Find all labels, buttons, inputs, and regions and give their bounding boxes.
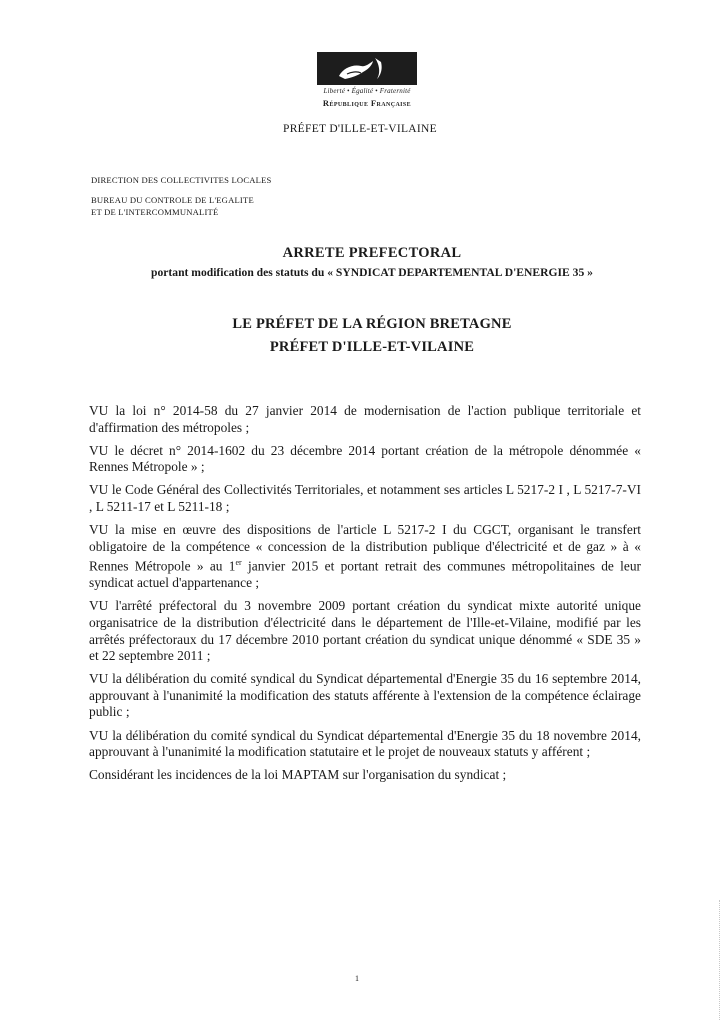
page-number: 1 — [355, 974, 359, 983]
visa-text: VU la délibération du comité syndical du Syndicat départemental d'Energie 35 du 18 novembre 2014, approuvant à l'unanimité la modification statutaire et le projet de nouveaux statuts y afférent ; — [89, 727, 641, 760]
visa-paragraph — [89, 522, 641, 592]
scan-edge-mark — [719, 900, 721, 1020]
visa-paragraph — [89, 728, 641, 761]
visa-paragraph — [89, 482, 641, 515]
visa-paragraph — [89, 598, 641, 664]
document-body — [89, 403, 641, 790]
considerant-paragraph: Considérant les incidences de la loi MAPTAM sur l'organisation du syndicat ; — [89, 767, 507, 783]
service-bureau-continued: ET DE L'INTERCOMMUNALITÉ — [91, 207, 219, 217]
visa-text: VU la loi n° 2014-58 du 27 janvier 2014 de modernisation de l'action publique territoriale et d'affirmation des métropoles ; — [89, 403, 641, 435]
prefet-header: PRÉFET D'ILLE-ET-VILAINE — [283, 123, 437, 135]
visa-text: VU la mise en œuvre des dispositions de l'article L 5217-2 I du CGCT, organisant le transfert obligatoire de la compétence « concession de la distribution publique d'électricité et de gaz » à « Rennes Métropole » au 1 — [89, 522, 641, 574]
visa-paragraph — [89, 403, 641, 436]
issuing-authority — [60, 313, 684, 359]
service-direction: DIRECTION DES COLLECTIVITES LOCALES — [91, 175, 272, 185]
authority-line-department: PRÉFET D'ILLE-ET-VILAINE — [269, 339, 475, 355]
document-subtitle: portant modification des statuts du « SYNDICAT DEPARTEMENTAL D'ENERGIE 35 » — [151, 266, 593, 279]
visa-text: VU le Code Général des Collectivités Territoriales, et notamment ses articles L 5217-2 I , L 5217-7-VI , L 5211-17 et L 5211-18 ; — [89, 482, 641, 514]
visa-paragraph — [89, 443, 641, 476]
authority-line-region: LE PRÉFET DE LA RÉGION BRETAGNE — [232, 316, 512, 332]
visa-text: VU l'arrêté préfectoral du 3 novembre 2009 portant création du syndicat mixte autorité unique organisatrice de la distribution d'électricité dans le département de l'Ille-et-Vilaine, modifié par les arrêtés préfectoraux du 17 décembre 2010 portant création du syndicat unique dénommé « SDE 35 » et 22 septembre 2011 ; — [89, 598, 641, 664]
visa-text: VU la délibération du comité syndical du Syndicat départemental d'Energie 35 du 16 septembre 2014, approuvant à l'unanimité la modification des statuts afférente à l'extension de la compétence éclairage public ; — [89, 671, 641, 720]
issuing-services — [91, 174, 272, 218]
republic-motto: Liberté • Égalité • Fraternité — [323, 87, 411, 95]
republic-name: République Française — [322, 98, 412, 108]
service-bureau: BUREAU DU CONTROLE DE L'EGALITE — [91, 195, 254, 205]
visa-text-continued: janvier 2015 et portant retrait des communes métropolitaines de leur syndicat actuel d'appartenance ; — [89, 558, 641, 591]
document-title: ARRETE PREFECTORAL — [282, 245, 462, 261]
marianne-logo-icon — [317, 52, 417, 85]
ordinal-superscript: er — [235, 558, 242, 568]
visa-paragraph — [89, 671, 641, 721]
visa-text: VU le décret n° 2014-1602 du 23 décembre 2014 portant création de la métropole dénommée « Rennes Métropole » ; — [89, 442, 641, 475]
marianne-profile-icon — [317, 52, 417, 85]
